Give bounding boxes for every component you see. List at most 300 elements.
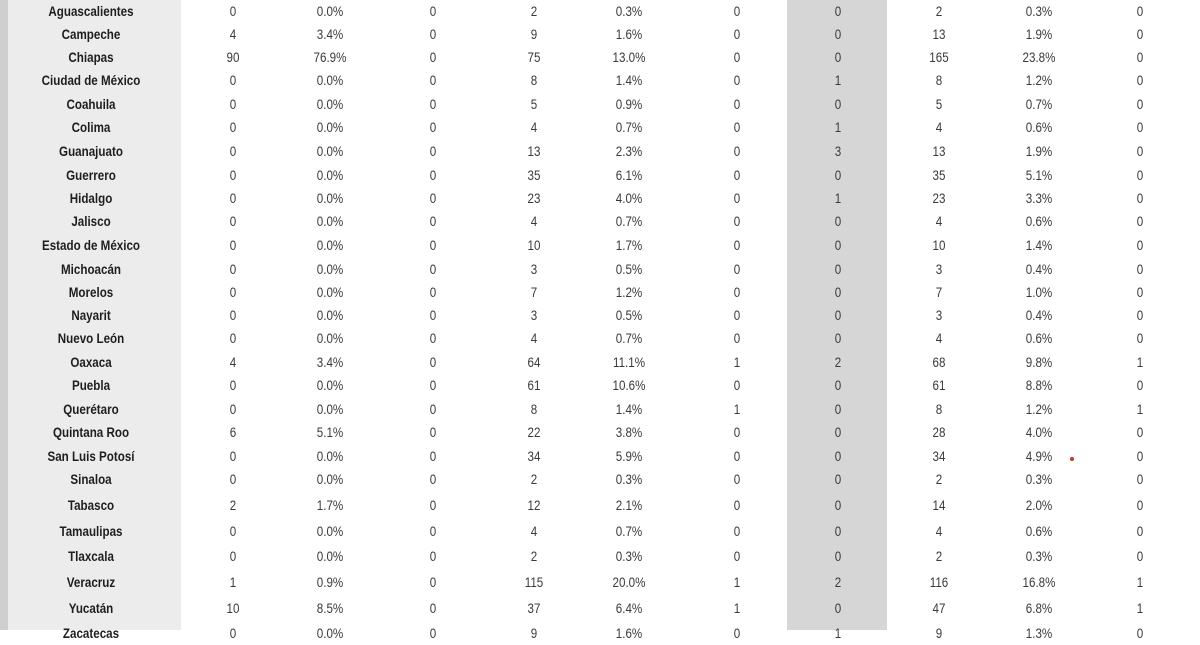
value-cell-8: 4: [935, 524, 943, 539]
value-cell-9: 9.8%: [1025, 355, 1053, 370]
value-cell-9: 0.6%: [1025, 331, 1053, 346]
value-cell-5: 2.1%: [615, 498, 643, 513]
value-cell-3: 0: [429, 472, 437, 487]
value-cell-10: 1: [1136, 355, 1144, 370]
value-cell-1: 0: [229, 308, 237, 323]
value-cell-5: 1.7%: [615, 238, 643, 253]
value-cell-5: 6.4%: [615, 601, 643, 616]
value-cell-1: 2: [229, 498, 237, 513]
value-cell-3: 0: [429, 308, 437, 323]
value-cell-2: 0.0%: [316, 549, 344, 564]
value-cell-5: 4.0%: [615, 191, 643, 206]
value-cell-8: 4: [935, 331, 943, 346]
value-cell-2: 0.0%: [316, 378, 344, 393]
value-cell-7: 0: [834, 601, 842, 616]
value-cell-1: 0: [229, 285, 237, 300]
value-cell-2: 5.1%: [316, 425, 344, 440]
state-cell: Nuevo León: [57, 331, 125, 346]
value-cell-2: 0.0%: [316, 626, 344, 641]
value-cell-10: 0: [1136, 27, 1144, 42]
value-cell-8: 3: [935, 308, 943, 323]
value-cell-5: 20.0%: [612, 575, 646, 590]
value-cell-10: 1: [1136, 575, 1144, 590]
value-cell-7: 0: [834, 449, 842, 464]
value-cell-1: 0: [229, 549, 237, 564]
value-cell-10: 1: [1136, 601, 1144, 616]
value-cell-1: 10: [226, 601, 240, 616]
value-cell-9: 1.9%: [1025, 27, 1053, 42]
value-cell-4: 2: [530, 472, 538, 487]
value-cell-3: 0: [429, 425, 437, 440]
value-cell-5: 0.7%: [615, 524, 643, 539]
value-cell-6: 0: [733, 50, 741, 65]
value-cell-3: 0: [429, 73, 437, 88]
value-cell-3: 0: [429, 168, 437, 183]
state-cell: Coahuila: [66, 97, 116, 112]
table-row: [8, 351, 1200, 374]
value-cell-10: 0: [1136, 308, 1144, 323]
value-cell-2: 0.0%: [316, 331, 344, 346]
value-cell-1: 1: [229, 575, 237, 590]
value-cell-9: 2.0%: [1025, 498, 1053, 513]
state-cell: Aguascalientes: [48, 4, 134, 19]
value-cell-7: 2: [834, 575, 842, 590]
value-cell-7: 0: [834, 168, 842, 183]
value-cell-9: 1.9%: [1025, 144, 1053, 159]
value-cell-5: 1.6%: [615, 27, 643, 42]
value-cell-7: 0: [834, 27, 842, 42]
value-cell-2: 0.9%: [316, 575, 344, 590]
value-cell-2: 0.0%: [316, 238, 344, 253]
state-cell: Querétaro: [63, 402, 119, 417]
state-cell: Campeche: [61, 27, 121, 42]
value-cell-3: 0: [429, 355, 437, 370]
value-cell-2: 0.0%: [316, 168, 344, 183]
value-cell-2: 0.0%: [316, 144, 344, 159]
value-cell-7: 0: [834, 308, 842, 323]
state-cell: Sinaloa: [70, 472, 112, 487]
value-cell-7: 1: [834, 626, 842, 641]
value-cell-10: 0: [1136, 50, 1144, 65]
value-cell-7: 0: [834, 524, 842, 539]
value-cell-5: 0.3%: [615, 472, 643, 487]
value-cell-2: 0.0%: [316, 449, 344, 464]
value-cell-3: 0: [429, 331, 437, 346]
value-cell-4: 64: [527, 355, 541, 370]
value-cell-5: 1.2%: [615, 285, 643, 300]
value-cell-1: 0: [229, 73, 237, 88]
value-cell-10: 0: [1136, 238, 1144, 253]
value-cell-5: 0.7%: [615, 120, 643, 135]
table-row: [8, 622, 1200, 645]
table-row: [8, 468, 1200, 491]
value-cell-3: 0: [429, 402, 437, 417]
value-cell-5: 1.4%: [615, 402, 643, 417]
value-cell-5: 3.8%: [615, 425, 643, 440]
value-cell-6: 0: [733, 449, 741, 464]
value-cell-2: 1.7%: [316, 498, 344, 513]
table-row: [8, 23, 1200, 46]
value-cell-10: 0: [1136, 425, 1144, 440]
value-cell-2: 0.0%: [316, 97, 344, 112]
value-cell-7: 3: [834, 144, 842, 159]
state-cell: Ciudad de México: [41, 73, 141, 88]
value-cell-4: 2: [530, 4, 538, 19]
table-row: [8, 374, 1200, 397]
value-cell-1: 0: [229, 524, 237, 539]
value-cell-3: 0: [429, 285, 437, 300]
value-cell-9: 0.4%: [1025, 308, 1053, 323]
value-cell-9: 1.3%: [1025, 626, 1053, 641]
value-cell-4: 3: [530, 262, 538, 277]
state-cell: Colima: [71, 120, 111, 135]
state-cell: Zacatecas: [62, 626, 120, 641]
value-cell-10: 0: [1136, 331, 1144, 346]
value-cell-8: 14: [932, 498, 946, 513]
value-cell-7: 0: [834, 498, 842, 513]
value-cell-7: 0: [834, 97, 842, 112]
value-cell-10: 0: [1136, 168, 1144, 183]
state-cell: Quintana Roo: [52, 425, 130, 440]
value-cell-9: 0.3%: [1025, 4, 1053, 19]
value-cell-10: 0: [1136, 144, 1144, 159]
value-cell-8: 165: [929, 50, 949, 65]
value-cell-1: 0: [229, 378, 237, 393]
value-cell-1: 0: [229, 191, 237, 206]
value-cell-8: 13: [932, 27, 946, 42]
value-cell-7: 0: [834, 472, 842, 487]
value-cell-7: 0: [834, 425, 842, 440]
value-cell-3: 0: [429, 120, 437, 135]
value-cell-10: 0: [1136, 524, 1144, 539]
value-cell-1: 0: [229, 214, 237, 229]
value-cell-7: 0: [834, 262, 842, 277]
value-cell-10: 1: [1136, 402, 1144, 417]
value-cell-6: 0: [733, 425, 741, 440]
table-row: [8, 0, 1200, 23]
value-cell-6: 0: [733, 524, 741, 539]
value-cell-9: 1.0%: [1025, 285, 1053, 300]
value-cell-6: 0: [733, 285, 741, 300]
value-cell-8: 61: [932, 378, 946, 393]
value-cell-10: 0: [1136, 191, 1144, 206]
value-cell-3: 0: [429, 144, 437, 159]
value-cell-4: 5: [530, 97, 538, 112]
value-cell-5: 0.3%: [615, 4, 643, 19]
value-cell-5: 11.1%: [612, 355, 646, 370]
value-cell-5: 5.9%: [615, 449, 643, 464]
value-cell-8: 34: [932, 449, 946, 464]
value-cell-9: 23.8%: [1022, 50, 1056, 65]
value-cell-7: 0: [834, 402, 842, 417]
value-cell-6: 0: [733, 168, 741, 183]
value-cell-9: 6.8%: [1025, 601, 1053, 616]
table-row: [8, 93, 1200, 116]
value-cell-1: 6: [229, 425, 237, 440]
value-cell-6: 0: [733, 378, 741, 393]
table-row: [8, 187, 1200, 210]
value-cell-7: 1: [834, 120, 842, 135]
value-cell-8: 9: [935, 626, 943, 641]
value-cell-10: 0: [1136, 449, 1144, 464]
table-row: [8, 140, 1200, 163]
value-cell-4: 34: [527, 449, 541, 464]
value-cell-2: 0.0%: [316, 120, 344, 135]
value-cell-9: 3.3%: [1025, 191, 1053, 206]
value-cell-2: 3.4%: [316, 27, 344, 42]
value-cell-5: 1.6%: [615, 626, 643, 641]
value-cell-4: 3: [530, 308, 538, 323]
value-cell-7: 0: [834, 4, 842, 19]
value-cell-10: 0: [1136, 378, 1144, 393]
value-cell-10: 0: [1136, 4, 1144, 19]
state-cell: San Luis Potosí: [47, 449, 135, 464]
value-cell-10: 0: [1136, 214, 1144, 229]
value-cell-5: 10.6%: [612, 378, 646, 393]
value-cell-6: 0: [733, 120, 741, 135]
value-cell-9: 5.1%: [1025, 168, 1053, 183]
table-row: [8, 234, 1200, 257]
value-cell-3: 0: [429, 191, 437, 206]
state-cell: Estado de México: [41, 238, 141, 253]
table-row: [8, 421, 1200, 444]
value-cell-4: 23: [527, 191, 541, 206]
value-cell-6: 0: [733, 97, 741, 112]
state-cell: Puebla: [71, 378, 111, 393]
value-cell-9: 1.2%: [1025, 402, 1053, 417]
value-cell-3: 0: [429, 214, 437, 229]
value-cell-9: 1.2%: [1025, 73, 1053, 88]
value-cell-8: 5: [935, 97, 943, 112]
value-cell-1: 0: [229, 238, 237, 253]
value-cell-3: 0: [429, 449, 437, 464]
value-cell-9: 0.3%: [1025, 549, 1053, 564]
value-cell-6: 1: [733, 601, 741, 616]
value-cell-10: 0: [1136, 120, 1144, 135]
value-cell-6: 0: [733, 191, 741, 206]
state-cell: Jalisco: [71, 214, 111, 229]
value-cell-6: 0: [733, 73, 741, 88]
value-cell-1: 0: [229, 626, 237, 641]
value-cell-10: 0: [1136, 262, 1144, 277]
value-cell-9: 0.6%: [1025, 214, 1053, 229]
value-cell-8: 4: [935, 214, 943, 229]
value-cell-1: 0: [229, 402, 237, 417]
value-cell-7: 1: [834, 191, 842, 206]
value-cell-8: 23: [932, 191, 946, 206]
value-cell-8: 10: [932, 238, 946, 253]
value-cell-10: 0: [1136, 285, 1144, 300]
value-cell-7: 2: [834, 355, 842, 370]
value-cell-4: 61: [527, 378, 541, 393]
value-cell-1: 0: [229, 449, 237, 464]
value-cell-4: 12: [527, 498, 541, 513]
value-cell-6: 0: [733, 144, 741, 159]
value-cell-3: 0: [429, 27, 437, 42]
value-cell-5: 0.7%: [615, 214, 643, 229]
value-cell-4: 9: [530, 27, 538, 42]
value-cell-10: 0: [1136, 73, 1144, 88]
value-cell-6: 0: [733, 549, 741, 564]
value-cell-1: 0: [229, 144, 237, 159]
value-cell-7: 0: [834, 238, 842, 253]
state-cell: Veracruz: [66, 575, 116, 590]
state-cell: Tlaxcala: [68, 549, 114, 564]
value-cell-8: 35: [932, 168, 946, 183]
table-row: [8, 597, 1200, 620]
value-cell-1: 0: [229, 120, 237, 135]
value-cell-3: 0: [429, 626, 437, 641]
value-cell-8: 2: [935, 549, 943, 564]
value-cell-2: 8.5%: [316, 601, 344, 616]
value-cell-1: 0: [229, 168, 237, 183]
value-cell-6: 0: [733, 4, 741, 19]
table-row: [8, 571, 1200, 594]
pointer-marker-dot: [1070, 457, 1074, 461]
value-cell-9: 1.4%: [1025, 238, 1053, 253]
state-cell: Guanajuato: [59, 144, 123, 159]
value-cell-1: 0: [229, 4, 237, 19]
table-row: [8, 304, 1200, 327]
value-cell-5: 0.9%: [615, 97, 643, 112]
state-cell: Guerrero: [66, 168, 116, 183]
value-cell-4: 115: [524, 575, 544, 590]
value-cell-6: 0: [733, 626, 741, 641]
value-cell-2: 0.0%: [316, 73, 344, 88]
table-row: [8, 445, 1200, 468]
value-cell-6: 0: [733, 498, 741, 513]
value-cell-3: 0: [429, 4, 437, 19]
value-cell-9: 0.3%: [1025, 472, 1053, 487]
value-cell-7: 0: [834, 549, 842, 564]
value-cell-7: 0: [834, 285, 842, 300]
value-cell-6: 0: [733, 262, 741, 277]
value-cell-3: 0: [429, 97, 437, 112]
value-cell-4: 35: [527, 168, 541, 183]
value-cell-1: 0: [229, 331, 237, 346]
state-cell: Michoacán: [60, 262, 122, 277]
value-cell-4: 2: [530, 549, 538, 564]
value-cell-3: 0: [429, 524, 437, 539]
value-cell-5: 6.1%: [615, 168, 643, 183]
table-row: [8, 398, 1200, 421]
value-cell-5: 0.5%: [615, 308, 643, 323]
value-cell-8: 2: [935, 472, 943, 487]
value-cell-9: 0.6%: [1025, 524, 1053, 539]
value-cell-6: 1: [733, 355, 741, 370]
value-cell-6: 0: [733, 308, 741, 323]
value-cell-8: 4: [935, 120, 943, 135]
value-cell-9: 4.0%: [1025, 425, 1053, 440]
value-cell-4: 4: [530, 331, 538, 346]
value-cell-7: 0: [834, 214, 842, 229]
value-cell-2: 76.9%: [313, 50, 347, 65]
value-cell-3: 0: [429, 549, 437, 564]
value-cell-6: 1: [733, 402, 741, 417]
table-row: [8, 46, 1200, 69]
value-cell-4: 4: [530, 120, 538, 135]
value-cell-6: 0: [733, 214, 741, 229]
value-cell-5: 2.3%: [615, 144, 643, 159]
value-cell-2: 0.0%: [316, 4, 344, 19]
value-cell-9: 8.8%: [1025, 378, 1053, 393]
value-cell-1: 90: [226, 50, 240, 65]
state-cell: Oaxaca: [70, 355, 112, 370]
table-row: [8, 327, 1200, 350]
state-cell: Hidalgo: [69, 191, 113, 206]
value-cell-10: 0: [1136, 626, 1144, 641]
value-cell-1: 0: [229, 262, 237, 277]
value-cell-8: 8: [935, 402, 943, 417]
window-left-edge: [0, 0, 8, 630]
value-cell-4: 75: [527, 50, 541, 65]
value-cell-10: 0: [1136, 97, 1144, 112]
value-cell-7: 0: [834, 378, 842, 393]
table-row: [8, 281, 1200, 304]
value-cell-4: 9: [530, 626, 538, 641]
value-cell-8: 3: [935, 262, 943, 277]
value-cell-8: 8: [935, 73, 943, 88]
value-cell-6: 0: [733, 238, 741, 253]
state-cell: Yucatán: [68, 601, 114, 616]
value-cell-3: 0: [429, 575, 437, 590]
value-cell-9: 0.4%: [1025, 262, 1053, 277]
state-cell: Tamaulipas: [59, 524, 123, 539]
value-cell-4: 10: [527, 238, 541, 253]
value-cell-9: 0.7%: [1025, 97, 1053, 112]
value-cell-2: 0.0%: [316, 191, 344, 206]
value-cell-1: 0: [229, 97, 237, 112]
value-cell-4: 8: [530, 73, 538, 88]
value-cell-3: 0: [429, 378, 437, 393]
value-cell-3: 0: [429, 601, 437, 616]
value-cell-10: 0: [1136, 549, 1144, 564]
state-cell: Morelos: [68, 285, 114, 300]
value-cell-3: 0: [429, 238, 437, 253]
value-cell-10: 0: [1136, 498, 1144, 513]
value-cell-5: 13.0%: [612, 50, 646, 65]
value-cell-4: 13: [527, 144, 541, 159]
value-cell-3: 0: [429, 50, 437, 65]
value-cell-2: 0.0%: [316, 214, 344, 229]
value-cell-6: 1: [733, 575, 741, 590]
value-cell-7: 0: [834, 50, 842, 65]
value-cell-7: 1: [834, 73, 842, 88]
table-row: [8, 494, 1200, 517]
value-cell-6: 0: [733, 331, 741, 346]
value-cell-4: 7: [530, 285, 538, 300]
table-row: [8, 520, 1200, 543]
value-cell-4: 8: [530, 402, 538, 417]
value-cell-5: 0.3%: [615, 549, 643, 564]
state-cell: Chiapas: [68, 50, 114, 65]
value-cell-5: 0.7%: [615, 331, 643, 346]
value-cell-1: 4: [229, 27, 237, 42]
table-row: [8, 69, 1200, 92]
table-row: [8, 164, 1200, 187]
value-cell-2: 0.0%: [316, 524, 344, 539]
value-cell-8: 2: [935, 4, 943, 19]
value-cell-8: 28: [932, 425, 946, 440]
value-cell-4: 4: [530, 214, 538, 229]
value-cell-2: 0.0%: [316, 285, 344, 300]
value-cell-8: 68: [932, 355, 946, 370]
value-cell-9: 16.8%: [1022, 575, 1056, 590]
value-cell-2: 0.0%: [316, 262, 344, 277]
state-cell: Tabasco: [67, 498, 115, 513]
value-cell-8: 13: [932, 144, 946, 159]
value-cell-8: 7: [935, 285, 943, 300]
